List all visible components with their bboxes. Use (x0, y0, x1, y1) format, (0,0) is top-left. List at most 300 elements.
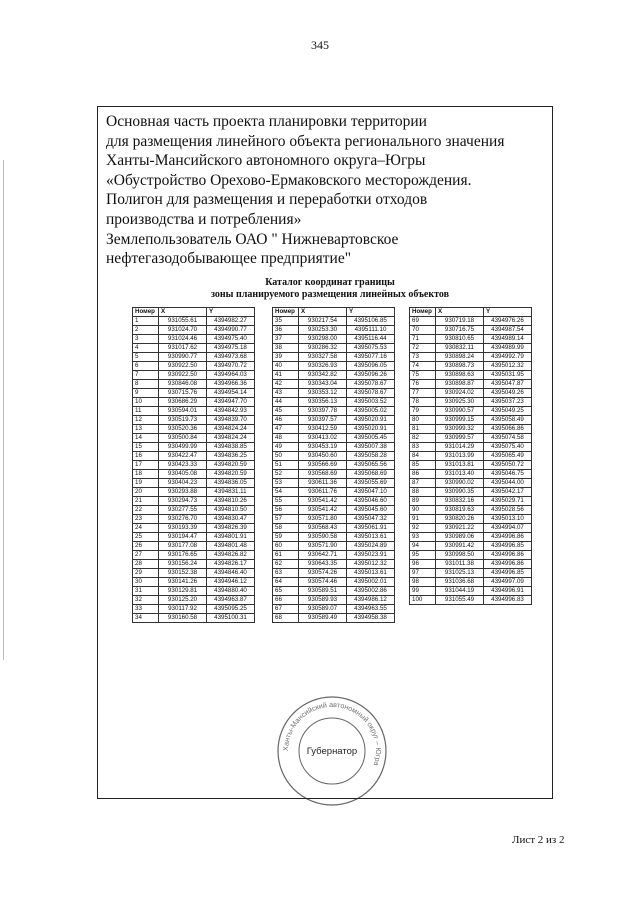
coord-y: 4395045.60 (347, 506, 395, 515)
coord-x: 930453.19 (299, 443, 347, 452)
coord-y: 4395047.10 (347, 488, 395, 497)
coord-y: 4395096.05 (347, 362, 395, 371)
coord-x: 930642.71 (299, 551, 347, 560)
coord-x: 930253.30 (299, 326, 347, 335)
table-row (410, 587, 532, 596)
column-header: X (159, 308, 207, 317)
coord-x: 930715.76 (159, 389, 207, 398)
coord-y: 4395075.40 (484, 443, 532, 452)
header-line: Землепользователь ОАО " Нижневартовское (106, 230, 399, 248)
column-header: Y (347, 308, 395, 317)
coord-y: 4394975.40 (207, 335, 255, 344)
table-row (410, 416, 532, 425)
coord-y: 4395013.10 (484, 515, 532, 524)
coord-x: 931017.62 (159, 344, 207, 353)
coord-x: 930898.87 (436, 380, 484, 389)
table-row (133, 524, 255, 533)
point-number: 17 (133, 461, 159, 470)
coord-x: 930819.63 (436, 506, 484, 515)
point-number: 32 (133, 596, 159, 605)
coord-y: 4394846.40 (207, 569, 255, 578)
coord-x: 930922.50 (159, 362, 207, 371)
table-row (273, 362, 395, 371)
point-number: 51 (273, 461, 299, 470)
point-number: 33 (133, 605, 159, 614)
point-number: 71 (410, 335, 436, 344)
point-number: 31 (133, 587, 159, 596)
coord-x: 930922.50 (159, 371, 207, 380)
coord-y: 4395031.95 (484, 371, 532, 380)
table-row (273, 506, 395, 515)
point-number: 77 (410, 389, 436, 398)
coord-x: 930450.60 (299, 452, 347, 461)
coord-x: 930568.69 (299, 470, 347, 479)
coord-y: 4395061.91 (347, 524, 395, 533)
table-row (133, 542, 255, 551)
coord-x: 931036.68 (436, 578, 484, 587)
coord-x: 930921.22 (436, 524, 484, 533)
coord-x: 930990.02 (436, 479, 484, 488)
coord-x: 930413.02 (299, 434, 347, 443)
coord-x: 930156.24 (159, 560, 207, 569)
point-number: 90 (410, 506, 436, 515)
coord-x: 930574.46 (299, 578, 347, 587)
table-row (273, 533, 395, 542)
coord-y: 4394824.24 (207, 425, 255, 434)
coord-x: 930217.54 (299, 317, 347, 326)
point-number: 8 (133, 380, 159, 389)
column-header: X (299, 308, 347, 317)
point-number: 67 (273, 605, 299, 614)
table-row (410, 335, 532, 344)
coord-x: 930294.73 (159, 497, 207, 506)
coord-x: 930846.08 (159, 380, 207, 389)
coord-x: 930991.42 (436, 542, 484, 551)
coord-y: 4395002.01 (347, 578, 395, 587)
coord-x: 930574.26 (299, 569, 347, 578)
column-header: Номер (133, 308, 159, 317)
coord-x: 930686.29 (159, 398, 207, 407)
point-number: 93 (410, 533, 436, 542)
point-number: 40 (273, 362, 299, 371)
column-header: X (436, 308, 484, 317)
point-number: 62 (273, 560, 299, 569)
table-row (273, 569, 395, 578)
point-number: 46 (273, 416, 299, 425)
coord-y: 4395050.72 (484, 461, 532, 470)
table-row (133, 407, 255, 416)
coord-x: 930423.33 (159, 461, 207, 470)
point-number: 85 (410, 461, 436, 470)
coord-x: 930989.06 (436, 533, 484, 542)
table-row (273, 479, 395, 488)
table-row (273, 344, 395, 353)
point-number: 94 (410, 542, 436, 551)
coord-x: 931024.46 (159, 335, 207, 344)
coord-y: 4394954.14 (207, 389, 255, 398)
point-number: 4 (133, 344, 159, 353)
coord-y: 4395003.52 (347, 398, 395, 407)
coord-x: 930566.69 (299, 461, 347, 470)
coord-y: 4395012.32 (484, 362, 532, 371)
table-row (273, 488, 395, 497)
coord-y: 4394946.12 (207, 578, 255, 587)
coord-y: 4394836.25 (207, 452, 255, 461)
table-row (273, 317, 395, 326)
point-number: 34 (133, 614, 159, 623)
table-row (133, 614, 255, 623)
table-row (273, 434, 395, 443)
table-row (273, 497, 395, 506)
coord-y: 4394826.39 (207, 524, 255, 533)
table-row (133, 452, 255, 461)
coord-y: 4395068.69 (347, 470, 395, 479)
coord-y: 4394838.85 (207, 443, 255, 452)
point-number: 95 (410, 551, 436, 560)
coord-x: 930999.32 (436, 425, 484, 434)
coord-y: 4394997.09 (484, 578, 532, 587)
point-number: 10 (133, 398, 159, 407)
coord-y: 4395037.23 (484, 398, 532, 407)
coord-x: 930998.50 (436, 551, 484, 560)
table-row (410, 389, 532, 398)
table-row (133, 497, 255, 506)
point-number: 38 (273, 344, 299, 353)
point-number: 28 (133, 560, 159, 569)
table-row (410, 371, 532, 380)
point-number: 72 (410, 344, 436, 353)
coord-x: 930125.20 (159, 596, 207, 605)
point-number: 87 (410, 479, 436, 488)
coord-y: 4394836.05 (207, 479, 255, 488)
table-row (133, 506, 255, 515)
coord-x: 930999.15 (436, 416, 484, 425)
point-number: 3 (133, 335, 159, 344)
coord-x: 930611.36 (299, 479, 347, 488)
table-row (273, 587, 395, 596)
table-row (133, 416, 255, 425)
point-number: 91 (410, 515, 436, 524)
coord-x: 930832.11 (436, 344, 484, 353)
point-number: 60 (273, 542, 299, 551)
header-line: производства и потребления» (106, 210, 302, 228)
point-number: 48 (273, 434, 299, 443)
point-number: 53 (273, 479, 299, 488)
table-row (273, 425, 395, 434)
coord-x: 930499.99 (159, 443, 207, 452)
point-number: 75 (410, 371, 436, 380)
point-number: 23 (133, 515, 159, 524)
coord-x: 930589.93 (299, 596, 347, 605)
coord-x: 930519.73 (159, 416, 207, 425)
coord-y: 4394996.83 (484, 596, 532, 605)
point-number: 64 (273, 578, 299, 587)
table-row (410, 596, 532, 605)
coord-x: 930810.65 (436, 335, 484, 344)
coord-x: 930590.58 (299, 533, 347, 542)
coord-x: 930611.76 (299, 488, 347, 497)
point-number: 70 (410, 326, 436, 335)
coord-y: 4394982.27 (207, 317, 255, 326)
coord-y: 4394996.86 (484, 560, 532, 569)
table-header-row (410, 308, 532, 317)
point-number: 88 (410, 488, 436, 497)
point-number: 100 (410, 596, 436, 605)
table-header-row (273, 308, 395, 317)
coord-x: 931044.19 (436, 587, 484, 596)
coord-x: 931055.49 (436, 596, 484, 605)
table-row (273, 407, 395, 416)
coord-y: 4395002.86 (347, 587, 395, 596)
point-number: 35 (273, 317, 299, 326)
point-number: 19 (133, 479, 159, 488)
coord-y: 4395078.67 (347, 389, 395, 398)
coord-x: 930422.47 (159, 452, 207, 461)
coord-x: 930520.36 (159, 425, 207, 434)
table-row (273, 551, 395, 560)
coord-y: 4395049.25 (484, 407, 532, 416)
coord-x: 930404.23 (159, 479, 207, 488)
point-number: 97 (410, 569, 436, 578)
coord-x: 931011.38 (436, 560, 484, 569)
coord-x: 930397.57 (299, 416, 347, 425)
coord-x: 930898.24 (436, 353, 484, 362)
coord-x: 930924.02 (436, 389, 484, 398)
coord-x: 930571.80 (299, 515, 347, 524)
coord-y: 4394987.54 (484, 326, 532, 335)
coord-y: 4395058.28 (347, 452, 395, 461)
coord-x: 930356.13 (299, 398, 347, 407)
coord-x: 930820.26 (436, 515, 484, 524)
coord-x: 931014.29 (436, 443, 484, 452)
table-row (410, 407, 532, 416)
coord-y: 4395078.67 (347, 380, 395, 389)
point-number: 16 (133, 452, 159, 461)
table-row (410, 380, 532, 389)
point-number: 5 (133, 353, 159, 362)
coord-x: 930160.58 (159, 614, 207, 623)
table-row (273, 416, 395, 425)
coord-y: 4394820.59 (207, 470, 255, 479)
table-row (410, 461, 532, 470)
coord-y: 4395116.44 (347, 335, 395, 344)
table-row (410, 362, 532, 371)
table-row (273, 524, 395, 533)
table-row (133, 335, 255, 344)
table-row (133, 380, 255, 389)
table-row (410, 506, 532, 515)
table-row (133, 389, 255, 398)
table-row (273, 461, 395, 470)
coord-y: 4395095.25 (207, 605, 255, 614)
point-number: 59 (273, 533, 299, 542)
coordinate-table-3 (409, 307, 532, 605)
point-number: 18 (133, 470, 159, 479)
coord-y: 4394824.24 (207, 434, 255, 443)
table-row (273, 326, 395, 335)
table-row (273, 452, 395, 461)
coord-y: 4394976.26 (484, 317, 532, 326)
table-row (273, 596, 395, 605)
coord-x: 930594.01 (159, 407, 207, 416)
point-number: 45 (273, 407, 299, 416)
table-row (273, 335, 395, 344)
coord-x: 930898.63 (436, 371, 484, 380)
table-row (133, 587, 255, 596)
point-number: 76 (410, 380, 436, 389)
table-row (133, 371, 255, 380)
point-number: 36 (273, 326, 299, 335)
coord-y: 4395013.61 (347, 569, 395, 578)
point-number: 84 (410, 452, 436, 461)
table-row (133, 317, 255, 326)
point-number: 44 (273, 398, 299, 407)
scan-edge-mark-left (3, 160, 4, 660)
table-row (273, 443, 395, 452)
coord-x: 930177.08 (159, 542, 207, 551)
point-number: 27 (133, 551, 159, 560)
coord-x: 930990.57 (436, 407, 484, 416)
coord-x: 930342.82 (299, 371, 347, 380)
coord-y: 4395074.58 (484, 434, 532, 443)
header-line: «Обустройство Орехово-Ермаковского месторождения. (106, 171, 472, 189)
coord-x: 930286.32 (299, 344, 347, 353)
governor-seal (274, 693, 390, 809)
coord-y: 4395055.69 (347, 479, 395, 488)
coord-y: 4394994.07 (484, 524, 532, 533)
coord-x: 930990.77 (159, 353, 207, 362)
table-row (410, 488, 532, 497)
catalog-title-line: зоны планируемого размещения линейных объектов (210, 289, 450, 300)
table-row (410, 479, 532, 488)
point-number: 81 (410, 425, 436, 434)
coord-y: 4395075.53 (347, 344, 395, 353)
header-line: Основная часть проекта планировки территории (106, 113, 427, 130)
coord-y: 4394964.03 (207, 371, 255, 380)
coord-y: 4395066.86 (484, 425, 532, 434)
coord-x: 930176.65 (159, 551, 207, 560)
point-number: 14 (133, 434, 159, 443)
coord-y: 4394996.86 (484, 551, 532, 560)
table-row (410, 533, 532, 542)
table-row (410, 578, 532, 587)
coord-y: 4395047.87 (484, 380, 532, 389)
coord-x: 930277.55 (159, 506, 207, 515)
coord-y: 4395065.56 (347, 461, 395, 470)
header-line: Ханты-Мансийского автономного округа–Югры (106, 152, 426, 170)
coord-x: 930141.26 (159, 578, 207, 587)
table-row (410, 524, 532, 533)
coord-x: 930643.35 (299, 560, 347, 569)
coord-y: 4395077.16 (347, 353, 395, 362)
table-row (133, 533, 255, 542)
coord-x: 930276.70 (159, 515, 207, 524)
header-line: нефтегазодобывающее предприятие" (106, 250, 352, 268)
table-row (133, 488, 255, 497)
coord-x: 930117.92 (159, 605, 207, 614)
point-number: 68 (273, 614, 299, 623)
coord-y: 4394801.91 (207, 533, 255, 542)
point-number: 15 (133, 443, 159, 452)
table-row (133, 362, 255, 371)
table-row (410, 452, 532, 461)
coord-x: 930589.51 (299, 587, 347, 596)
seal-ring-text: Ханты-Мансийский автономный округ – Югра (280, 699, 384, 767)
coord-y: 4394810.26 (207, 497, 255, 506)
table-row (133, 578, 255, 587)
point-number: 74 (410, 362, 436, 371)
coord-y: 4394996.85 (484, 569, 532, 578)
coord-y: 4394975.18 (207, 344, 255, 353)
point-number: 26 (133, 542, 159, 551)
point-number: 39 (273, 353, 299, 362)
coord-y: 4394973.68 (207, 353, 255, 362)
coord-x: 931055.61 (159, 317, 207, 326)
coord-x: 930353.12 (299, 389, 347, 398)
catalog-title (170, 277, 490, 301)
coord-y: 4394989.14 (484, 335, 532, 344)
coord-y: 4395096.26 (347, 371, 395, 380)
coord-y: 4395023.91 (347, 551, 395, 560)
coord-x: 930999.57 (436, 434, 484, 443)
table-row (410, 398, 532, 407)
coord-y: 4395058.49 (484, 416, 532, 425)
coord-y: 4394958.38 (347, 614, 395, 623)
coordinate-table-1 (132, 307, 255, 623)
coord-x: 931013.81 (436, 461, 484, 470)
table-row (273, 371, 395, 380)
table-row (410, 551, 532, 560)
coord-y: 4395049.26 (484, 389, 532, 398)
coord-x: 930719.18 (436, 317, 484, 326)
point-number: 25 (133, 533, 159, 542)
coord-y: 4394996.86 (484, 533, 532, 542)
coord-x: 931013.99 (436, 452, 484, 461)
point-number: 2 (133, 326, 159, 335)
coord-y: 4395106.85 (347, 317, 395, 326)
table-row (133, 479, 255, 488)
coord-x: 930194.47 (159, 533, 207, 542)
coord-y: 4394820.59 (207, 461, 255, 470)
table-row (133, 551, 255, 560)
coord-y: 4394842.93 (207, 407, 255, 416)
coord-y: 4394801.48 (207, 542, 255, 551)
point-number: 37 (273, 335, 299, 344)
point-number: 69 (410, 317, 436, 326)
header-line: Полигон для размещения и переработки отходов (106, 191, 428, 209)
point-number: 83 (410, 443, 436, 452)
coord-y: 4394992.79 (484, 353, 532, 362)
table-row (273, 560, 395, 569)
coord-x: 930898.73 (436, 362, 484, 371)
coord-x: 930990.35 (436, 488, 484, 497)
table-row (133, 425, 255, 434)
column-header: Y (484, 308, 532, 317)
document-header (106, 112, 546, 269)
point-number: 58 (273, 524, 299, 533)
coord-y: 4395044.00 (484, 479, 532, 488)
coord-y: 4394996.91 (484, 587, 532, 596)
coord-y: 4394810.50 (207, 506, 255, 515)
table-row (133, 344, 255, 353)
point-number: 43 (273, 389, 299, 398)
point-number: 47 (273, 425, 299, 434)
coord-y: 4394826.17 (207, 560, 255, 569)
coord-y: 4395047.32 (347, 515, 395, 524)
page-number: 345 (311, 38, 329, 52)
coord-x: 931024.70 (159, 326, 207, 335)
coord-y: 4394986.12 (347, 596, 395, 605)
